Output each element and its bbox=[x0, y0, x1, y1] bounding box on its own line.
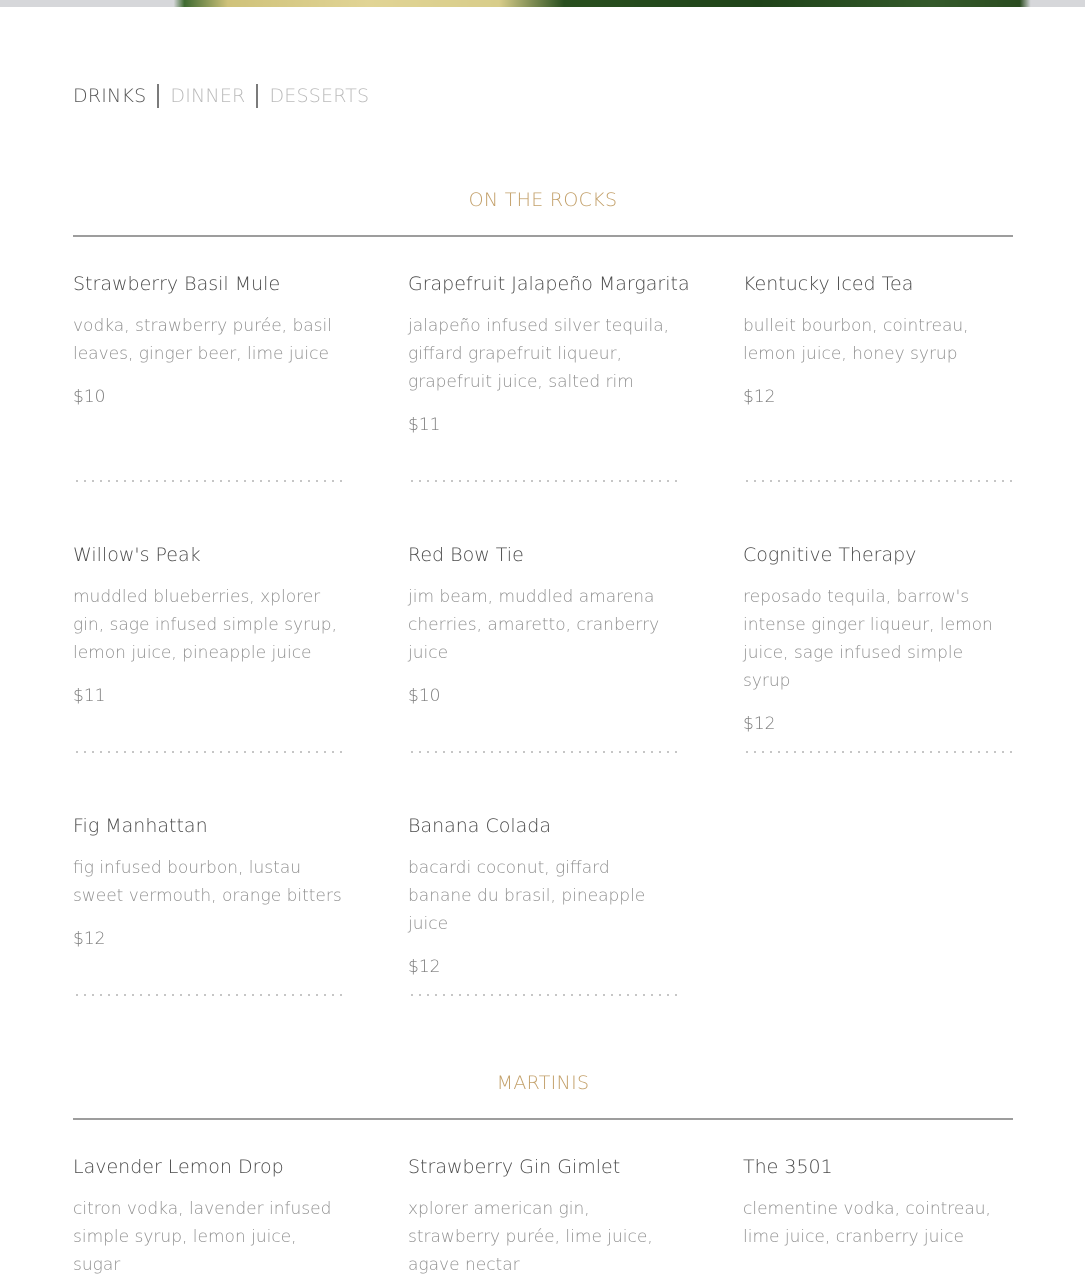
section-title-on-the-rocks: ON THE ROCKS bbox=[468, 189, 618, 211]
item-name: Fig Manhattan bbox=[73, 815, 208, 837]
menu-item bbox=[408, 270, 690, 439]
menu-item bbox=[743, 270, 1013, 411]
item-description: citron vodka, lavender infused simple syrup, lemon juice, sugar bbox=[73, 1199, 332, 1275]
section-rule bbox=[73, 235, 1013, 237]
item-description: jalapeño infused silver tequila, giffard grapefruit liqueur, grapefruit juice, salted rim bbox=[408, 316, 670, 392]
menu-item bbox=[408, 812, 678, 981]
menu-tabs bbox=[73, 80, 369, 112]
item-price: $11 bbox=[73, 686, 106, 706]
item-divider bbox=[743, 480, 1013, 482]
tab-drinks[interactable]: DRINKS bbox=[73, 85, 147, 107]
item-description: clementine vodka, cointreau, lime juice, cranberry juice bbox=[743, 1199, 991, 1247]
item-price: $11 bbox=[408, 415, 441, 435]
item-description: jim beam, muddled amarena cherries, amaretto, cranberry juice bbox=[408, 587, 660, 663]
item-name: Banana Colada bbox=[408, 815, 552, 837]
item-divider bbox=[73, 994, 343, 996]
item-name: The 3501 bbox=[743, 1156, 833, 1178]
menu-item bbox=[743, 541, 1013, 738]
item-divider bbox=[73, 751, 343, 753]
hero-image bbox=[0, 0, 1085, 7]
item-price: $10 bbox=[73, 387, 106, 407]
item-name: Willow's Peak bbox=[73, 544, 201, 566]
item-description: vodka, strawberry purée, basil leaves, ginger beer, lime juice bbox=[73, 316, 332, 364]
item-price: $12 bbox=[743, 714, 776, 734]
item-price: $12 bbox=[408, 957, 441, 977]
item-price: $10 bbox=[408, 686, 441, 706]
item-description: reposado tequila, barrow's intense ginger liqueur, lemon juice, sage infused simple syrup bbox=[743, 587, 993, 691]
item-name: Strawberry Gin Gimlet bbox=[408, 1156, 621, 1178]
item-divider bbox=[408, 994, 678, 996]
menu-item bbox=[73, 270, 343, 411]
menu-item bbox=[73, 1153, 343, 1279]
tab-divider bbox=[256, 84, 258, 108]
section-rule bbox=[73, 1118, 1013, 1120]
item-divider bbox=[408, 480, 678, 482]
tab-dinner[interactable]: DINNER bbox=[170, 85, 246, 107]
item-divider bbox=[408, 751, 678, 753]
item-description: bulleit bourbon, cointreau, lemon juice, honey syrup bbox=[743, 316, 969, 364]
item-description: muddled blueberries, xplorer gin, sage infused simple syrup, lemon juice, pineapple juice bbox=[73, 587, 338, 663]
tab-divider bbox=[157, 84, 159, 108]
item-divider bbox=[743, 751, 1013, 753]
menu-item bbox=[73, 812, 343, 953]
section-title-martinis: MARTINIS bbox=[496, 1072, 590, 1094]
item-name: Lavender Lemon Drop bbox=[73, 1156, 284, 1178]
item-name: Kentucky Iced Tea bbox=[743, 273, 914, 295]
item-description: fig infused bourbon, lustau sweet vermouth, orange bitters bbox=[73, 858, 342, 906]
item-name: Strawberry Basil Mule bbox=[73, 273, 281, 295]
item-price: $12 bbox=[73, 929, 106, 949]
item-name: Red Bow Tie bbox=[408, 544, 524, 566]
menu-item bbox=[743, 1153, 1013, 1251]
menu-item bbox=[73, 541, 343, 710]
item-name: Grapefruit Jalapeño Margarita bbox=[408, 273, 690, 295]
item-description: xplorer american gin, strawberry purée, lime juice, agave nectar bbox=[408, 1199, 653, 1275]
item-description: bacardi coconut, giffard banane du brasil, pineapple juice bbox=[408, 858, 646, 934]
item-price: $12 bbox=[743, 387, 776, 407]
tab-desserts[interactable]: DESSERTS bbox=[269, 85, 370, 107]
item-divider bbox=[73, 480, 343, 482]
item-name: Cognitive Therapy bbox=[743, 544, 917, 566]
menu-item bbox=[408, 1153, 678, 1279]
menu-item bbox=[408, 541, 678, 710]
